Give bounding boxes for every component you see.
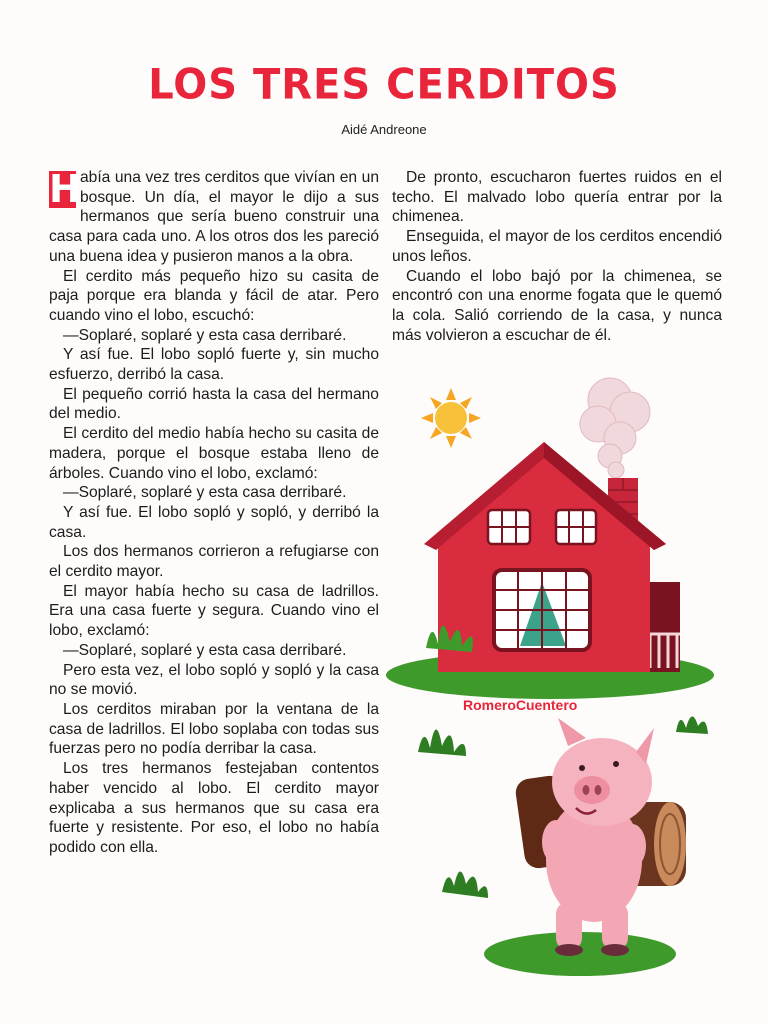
story-paragraph: H abía una vez tres cerditos que vivían en un bosque. Un día, el mayor le dijo a sus hermanos que sería bueno construir una casa para cada uno. A los otros dos les pareció una buena idea y pusieron manos a la obra. xyxy=(49,167,379,265)
author-name: Aidé Andreone xyxy=(341,122,427,137)
story-paragraph: El pequeño corrió hasta la casa del hermano del medio. xyxy=(49,385,379,423)
upper-window xyxy=(556,510,596,544)
page-title: LOS TRES CERDITOS xyxy=(148,60,620,110)
story-paragraph: El cerdito más pequeño hizo su casita de paja porque era blanda y fácil de atar. Pero cuando vino el lobo, escuchó: xyxy=(49,267,379,324)
story-paragraph: Los tres hermanos festejaban contentos haber vencido al lobo. El cerdito mayor explicaba a sus hermanos que su casa era fuerte y resistente. Por eso, el lobo no había podido con ella. xyxy=(49,760,379,856)
pig-character xyxy=(542,718,654,956)
chimney-smoke xyxy=(580,378,650,478)
story-paragraph: —Soplaré, soplaré y esta casa derribaré. xyxy=(63,484,347,502)
house-and-pig-illustration xyxy=(380,372,768,992)
story-paragraph: Cuando el lobo bajó por la chimenea, se encontró con una enorme fogata que le quemó la cola. Salió corriendo de la casa, y nunca más volvieron a escuchar de él. xyxy=(392,267,722,344)
upper-window xyxy=(488,510,530,544)
story-paragraph: El mayor había hecho su casa de ladrillos. Era una casa fuerte y segura. Cuando vino el lobo, exclamó: xyxy=(49,582,379,640)
story-paragraph: De pronto, escucharon fuertes ruidos en el techo. El malvado lobo quería entrar por la chimenea. xyxy=(392,169,722,226)
story-paragraph: Pero esta vez, el lobo sopló y sopló y la casa no se movió. xyxy=(49,661,379,699)
story-column-left xyxy=(49,168,379,858)
grass-tuft xyxy=(442,871,488,898)
story-paragraph: Los dos hermanos corrieron a refugiarse con el cerdito mayor. xyxy=(49,543,379,581)
grass-tuft xyxy=(676,716,708,734)
watermark: RomeroCuentero xyxy=(463,697,578,713)
story-paragraph: —Soplaré, soplaré y esta casa derribaré. xyxy=(63,326,347,344)
sun-icon xyxy=(421,388,481,448)
main-window xyxy=(494,570,590,650)
story-column-right xyxy=(392,168,722,345)
story-paragraph: Y así fue. El lobo sopló y sopló, y derribó la casa. xyxy=(49,503,379,541)
story-paragraph: Enseguida, el mayor de los cerditos encendió unos leños. xyxy=(392,228,722,265)
story-paragraph: Los cerditos miraban por la ventana de la casa de ladrillos. El lobo soplaba con todas sus fuerzas pero no podía derribar la casa. xyxy=(49,700,379,758)
story-paragraph: Y así fue. El lobo sopló fuerte y, sin mucho esfuerzo, derribó la casa. xyxy=(49,346,379,384)
story-paragraph: El cerdito del medio había hecho su casita de madera, porque el bosque estaba lleno de árboles. Cuando vino el lobo, exclamó: xyxy=(49,425,379,482)
grass-tuft xyxy=(418,729,466,756)
drop-cap: H xyxy=(49,167,81,211)
story-paragraph: —Soplaré, soplaré y esta casa derribaré. xyxy=(63,641,347,659)
